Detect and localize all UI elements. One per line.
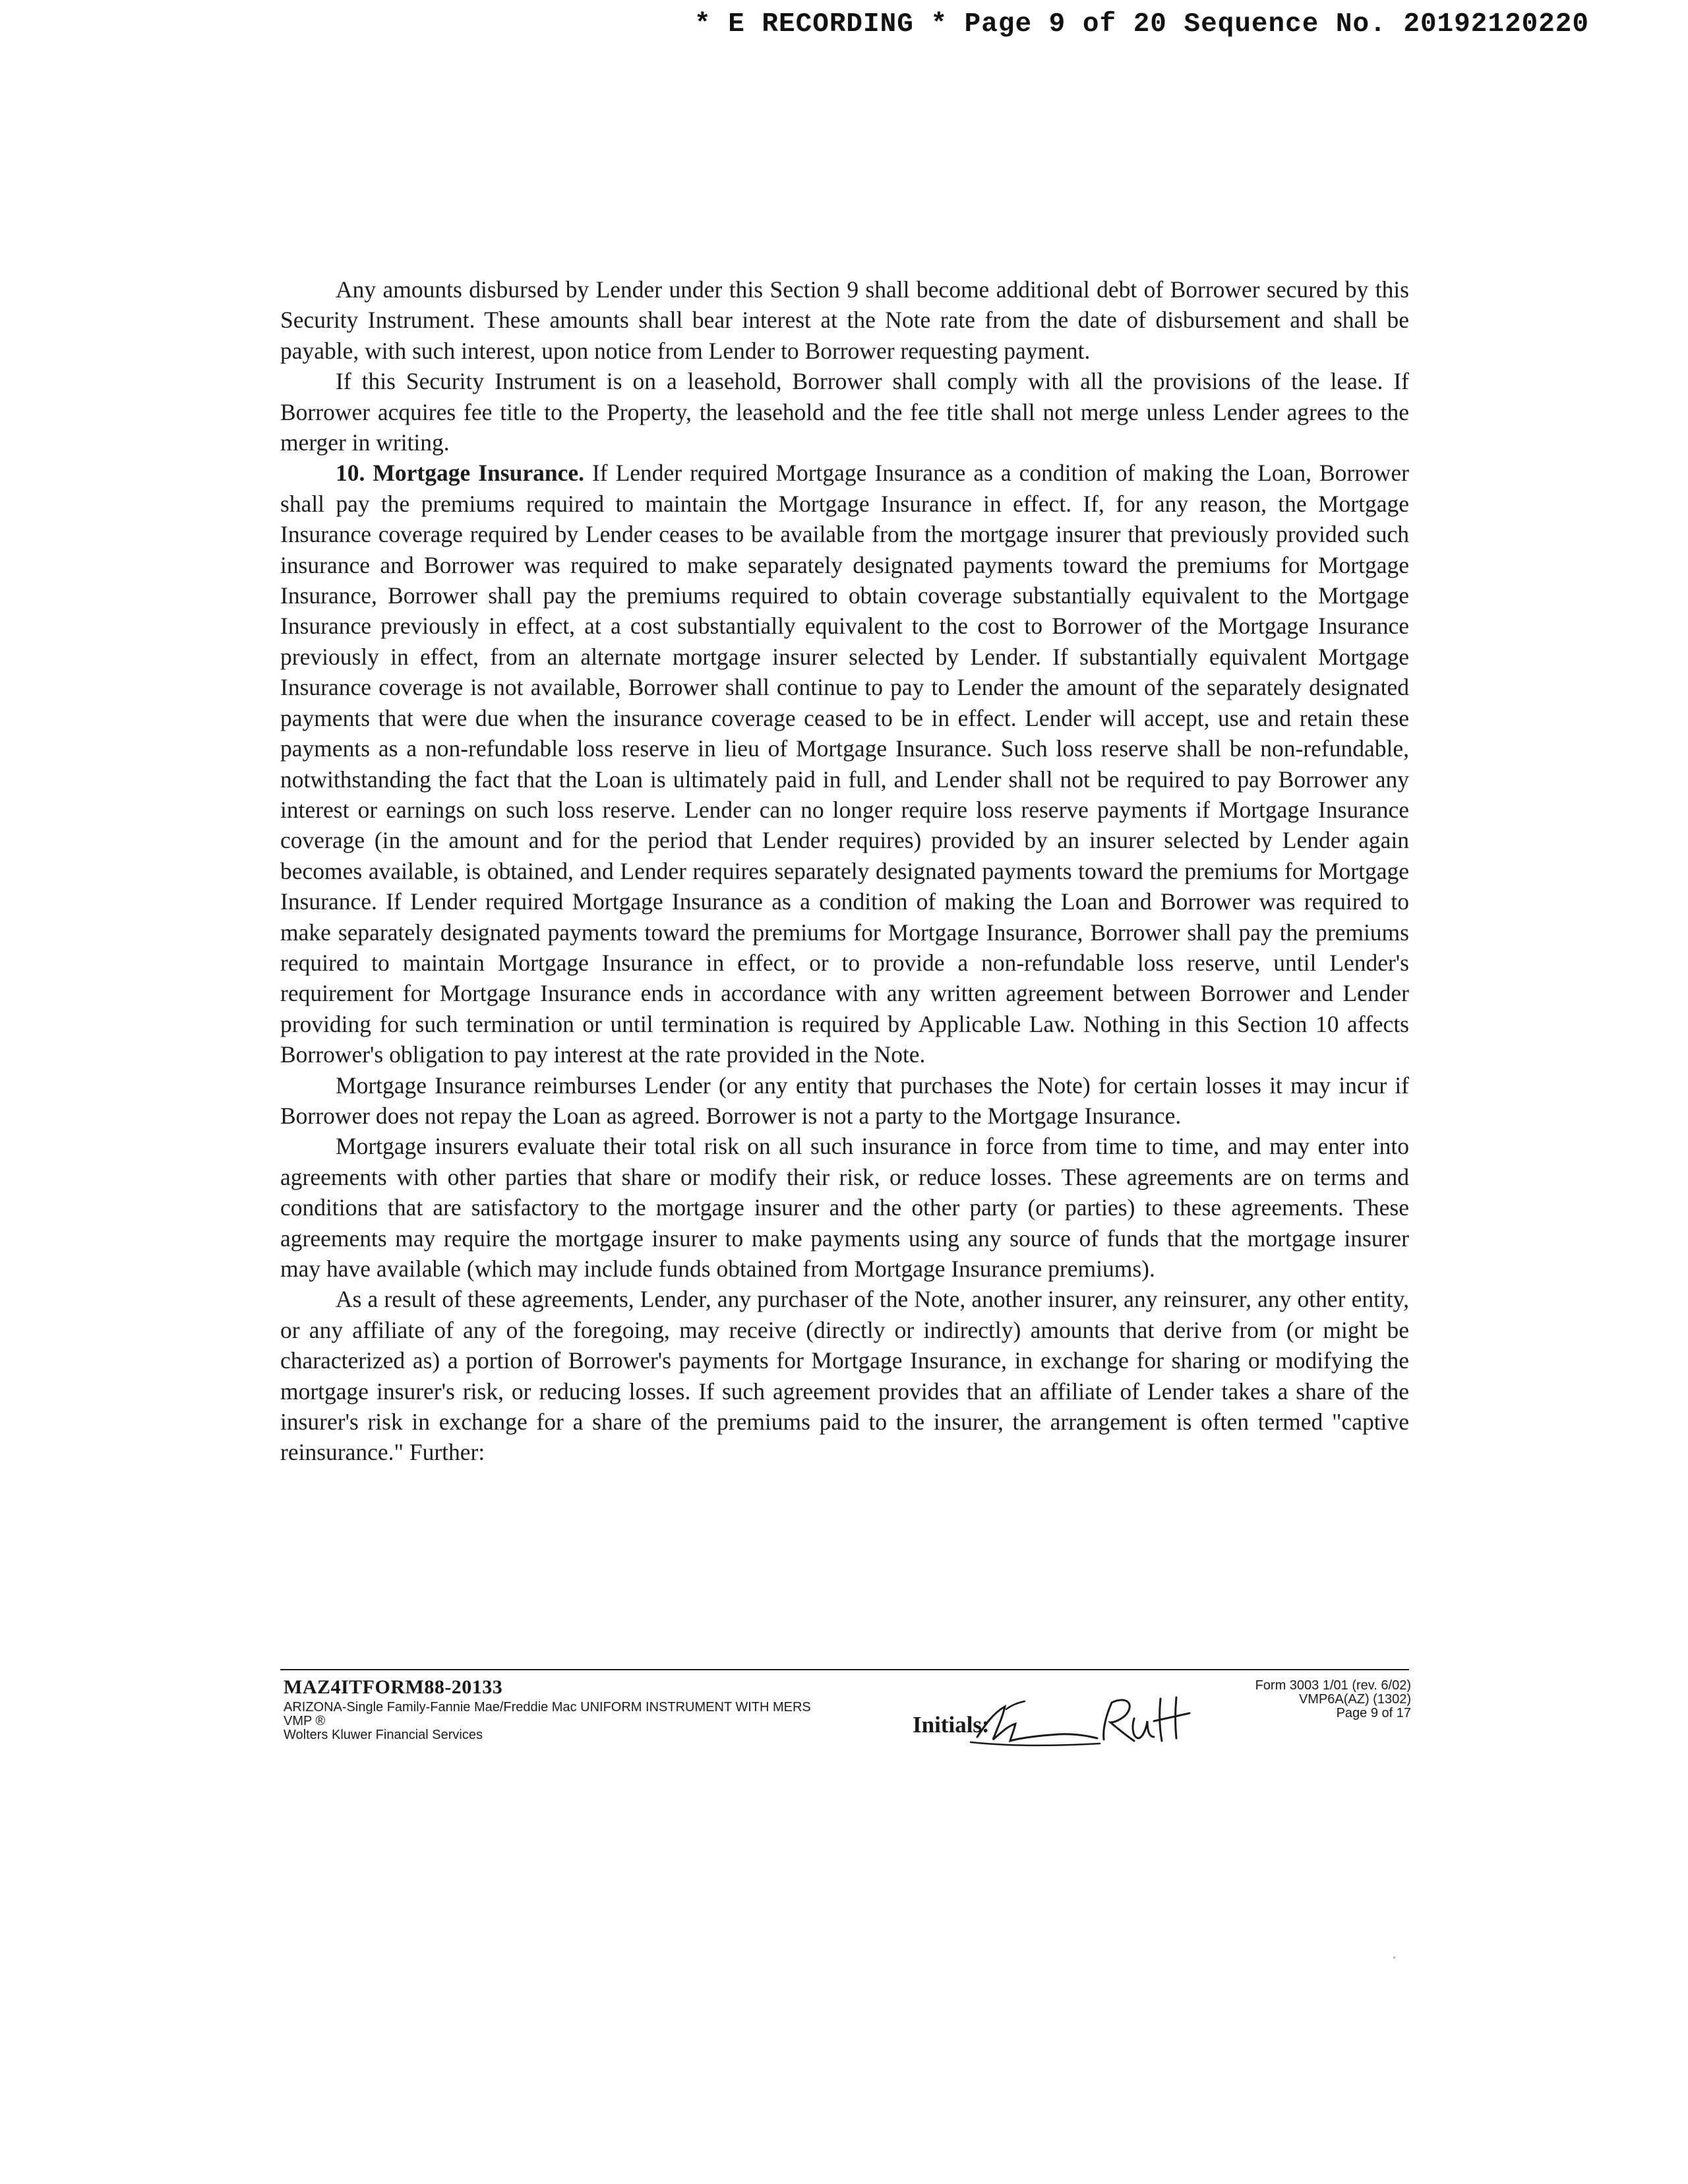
scan-speck <box>1393 1957 1395 1958</box>
form-description: ARIZONA-Single Family-Fannie Mae/Freddie Mac UNIFORM INSTRUMENT WITH MERS <box>284 1700 811 1714</box>
initials-label: Initials: <box>913 1712 990 1738</box>
page-of-label: Page 9 of 17 <box>1336 1706 1411 1720</box>
publisher-name: Wolters Kluwer Financial Services <box>284 1728 483 1742</box>
vmp-code: VMP6A(AZ) (1302) <box>1298 1692 1411 1707</box>
vmp-mark: VMP ® <box>284 1714 326 1728</box>
document-body <box>280 274 1409 1468</box>
form-code: MAZ4ITFORM88-20133 <box>284 1676 503 1698</box>
paragraph-section-10 <box>280 458 1409 1070</box>
form-number: Form 3003 1/01 (rev. 6/02) <box>1255 1678 1411 1693</box>
paragraph-text: Mortgage insurers evaluate their total risk on all such insurance in force from time to time, and may enter into agreements with other parties that share or modify their risk, or reduce losses. These agreements are on terms and conditions that are satisfactory to the mortgage insurer and the other party (or parties) to these agreements. These agreements may require the mortgage insurer to make payments using any source of funds that the mortgage insurer may have available (which may include funds obtained from Mortgage Insurance premiums). <box>280 1133 1409 1282</box>
paragraph-text: If Lender required Mortgage Insurance as a condition of making the Loan, Borrower shall pay the premiums required to maintain the Mortgage Insurance in effect. If, for any reason, the Mortgage Insurance coverage required by Lender ceases to be available from the mortgage insurer that previously provided such insurance and Borrower was required to make separately designated payments toward the premiums for Mortgage Insurance, Borrower shall pay the premiums required to obtain coverage substantially equivalent to the Mortgage Insurance previously in effect, at a cost substantially equivalent to the cost to Borrower of the Mortgage Insurance previously in effect, from an alternate mortgage insurer selected by Lender. If substantially equivalent Mortgage Insurance coverage is not available, Borrower shall continue to pay to Lender the amount of the separately designated payments that were due when the insurance coverage ceased to be in effect. Lender will accept, use and retain these payments as a non-refundable loss reserve in lieu of Mortgage Insurance. Such loss reserve shall be non-refundable, notwithstanding the fact that the Loan is ultimately paid in full, and Lender shall not be required to pay Borrower any interest or earnings on such loss reserve. Lender can no longer require loss reserve payments if Mortgage Insurance coverage (in the amount and for the period that Lender requires) provided by an insurer selected by Lender again becomes available, is obtained, and Lender requires separately designated payments toward the premiums for Mortgage Insurance. If Lender required Mortgage Insurance as a condition of making the Loan and Borrower was required to make separately designated payments toward the premiums for Mortgage Insurance, Borrower shall pay the premiums required to maintain Mortgage Insurance in effect, or to provide a non-refundable loss reserve, until Lender's requirement for Mortgage Insurance ends in accordance with any written agreement between Borrower and Lender providing for such termination or until termination is required by Applicable Law. Nothing in this Section 10 affects Borrower's obligation to pay interest at the rate provided in the Note. <box>280 460 1409 1068</box>
paragraph-text: Mortgage Insurance reimburses Lender (or any entity that purchases the Note) for certain losses it may incur if Borrower does not repay the Loan as agreed. Borrower is not a party to the Mortgage Insurance. <box>280 1072 1409 1129</box>
paragraph-captive-reinsurance <box>280 1284 1409 1467</box>
paragraph-insurer-agreements <box>280 1131 1409 1284</box>
handwritten-initials <box>968 1683 1192 1755</box>
paragraph-leasehold <box>280 366 1409 458</box>
paragraph-text: Any amounts disbursed by Lender under this Section 9 shall become additional debt of Borrower secured by this Security Instrument. These amounts shall bear interest at the Note rate from the date of disbursement and shall be payable, with such interest, upon notice from Lender to Borrower requesting payment. <box>280 276 1409 364</box>
paragraph-reimbursement <box>280 1070 1409 1132</box>
paragraph-text: If this Security Instrument is on a leasehold, Borrower shall comply with all the provisions of the lease. If Borrower acquires fee title to the Property, the leasehold and the fee title shall not merge unless Lender agrees to the merger in writing. <box>280 368 1409 456</box>
paragraph-text: As a result of these agreements, Lender, any purchaser of the Note, another insurer, any reinsurer, any other entity, or any affiliate of any of the foregoing, may receive (directly or indirectly) amounts that derive from (or might be characterized as) a portion of Borrower's payments for Mortgage Insurance, in exchange for sharing or modifying the mortgage insurer's risk, or reducing losses. If such agreement provides that an affiliate of Lender takes a share of the insurer's risk in exchange for a share of the premiums paid to the insurer, the arrangement is often termed "captive reinsurance." Further: <box>280 1286 1409 1466</box>
footer-right-block <box>1255 1679 1411 1720</box>
paragraph-disbursed-amounts <box>280 274 1409 366</box>
footer-divider <box>280 1669 1409 1670</box>
footer-left-block <box>284 1674 811 1742</box>
section-heading: 10. Mortgage Insurance. <box>336 460 584 487</box>
recording-header: * E RECORDING * Page 9 of 20 Sequence No. 20192120220 <box>694 9 1589 40</box>
